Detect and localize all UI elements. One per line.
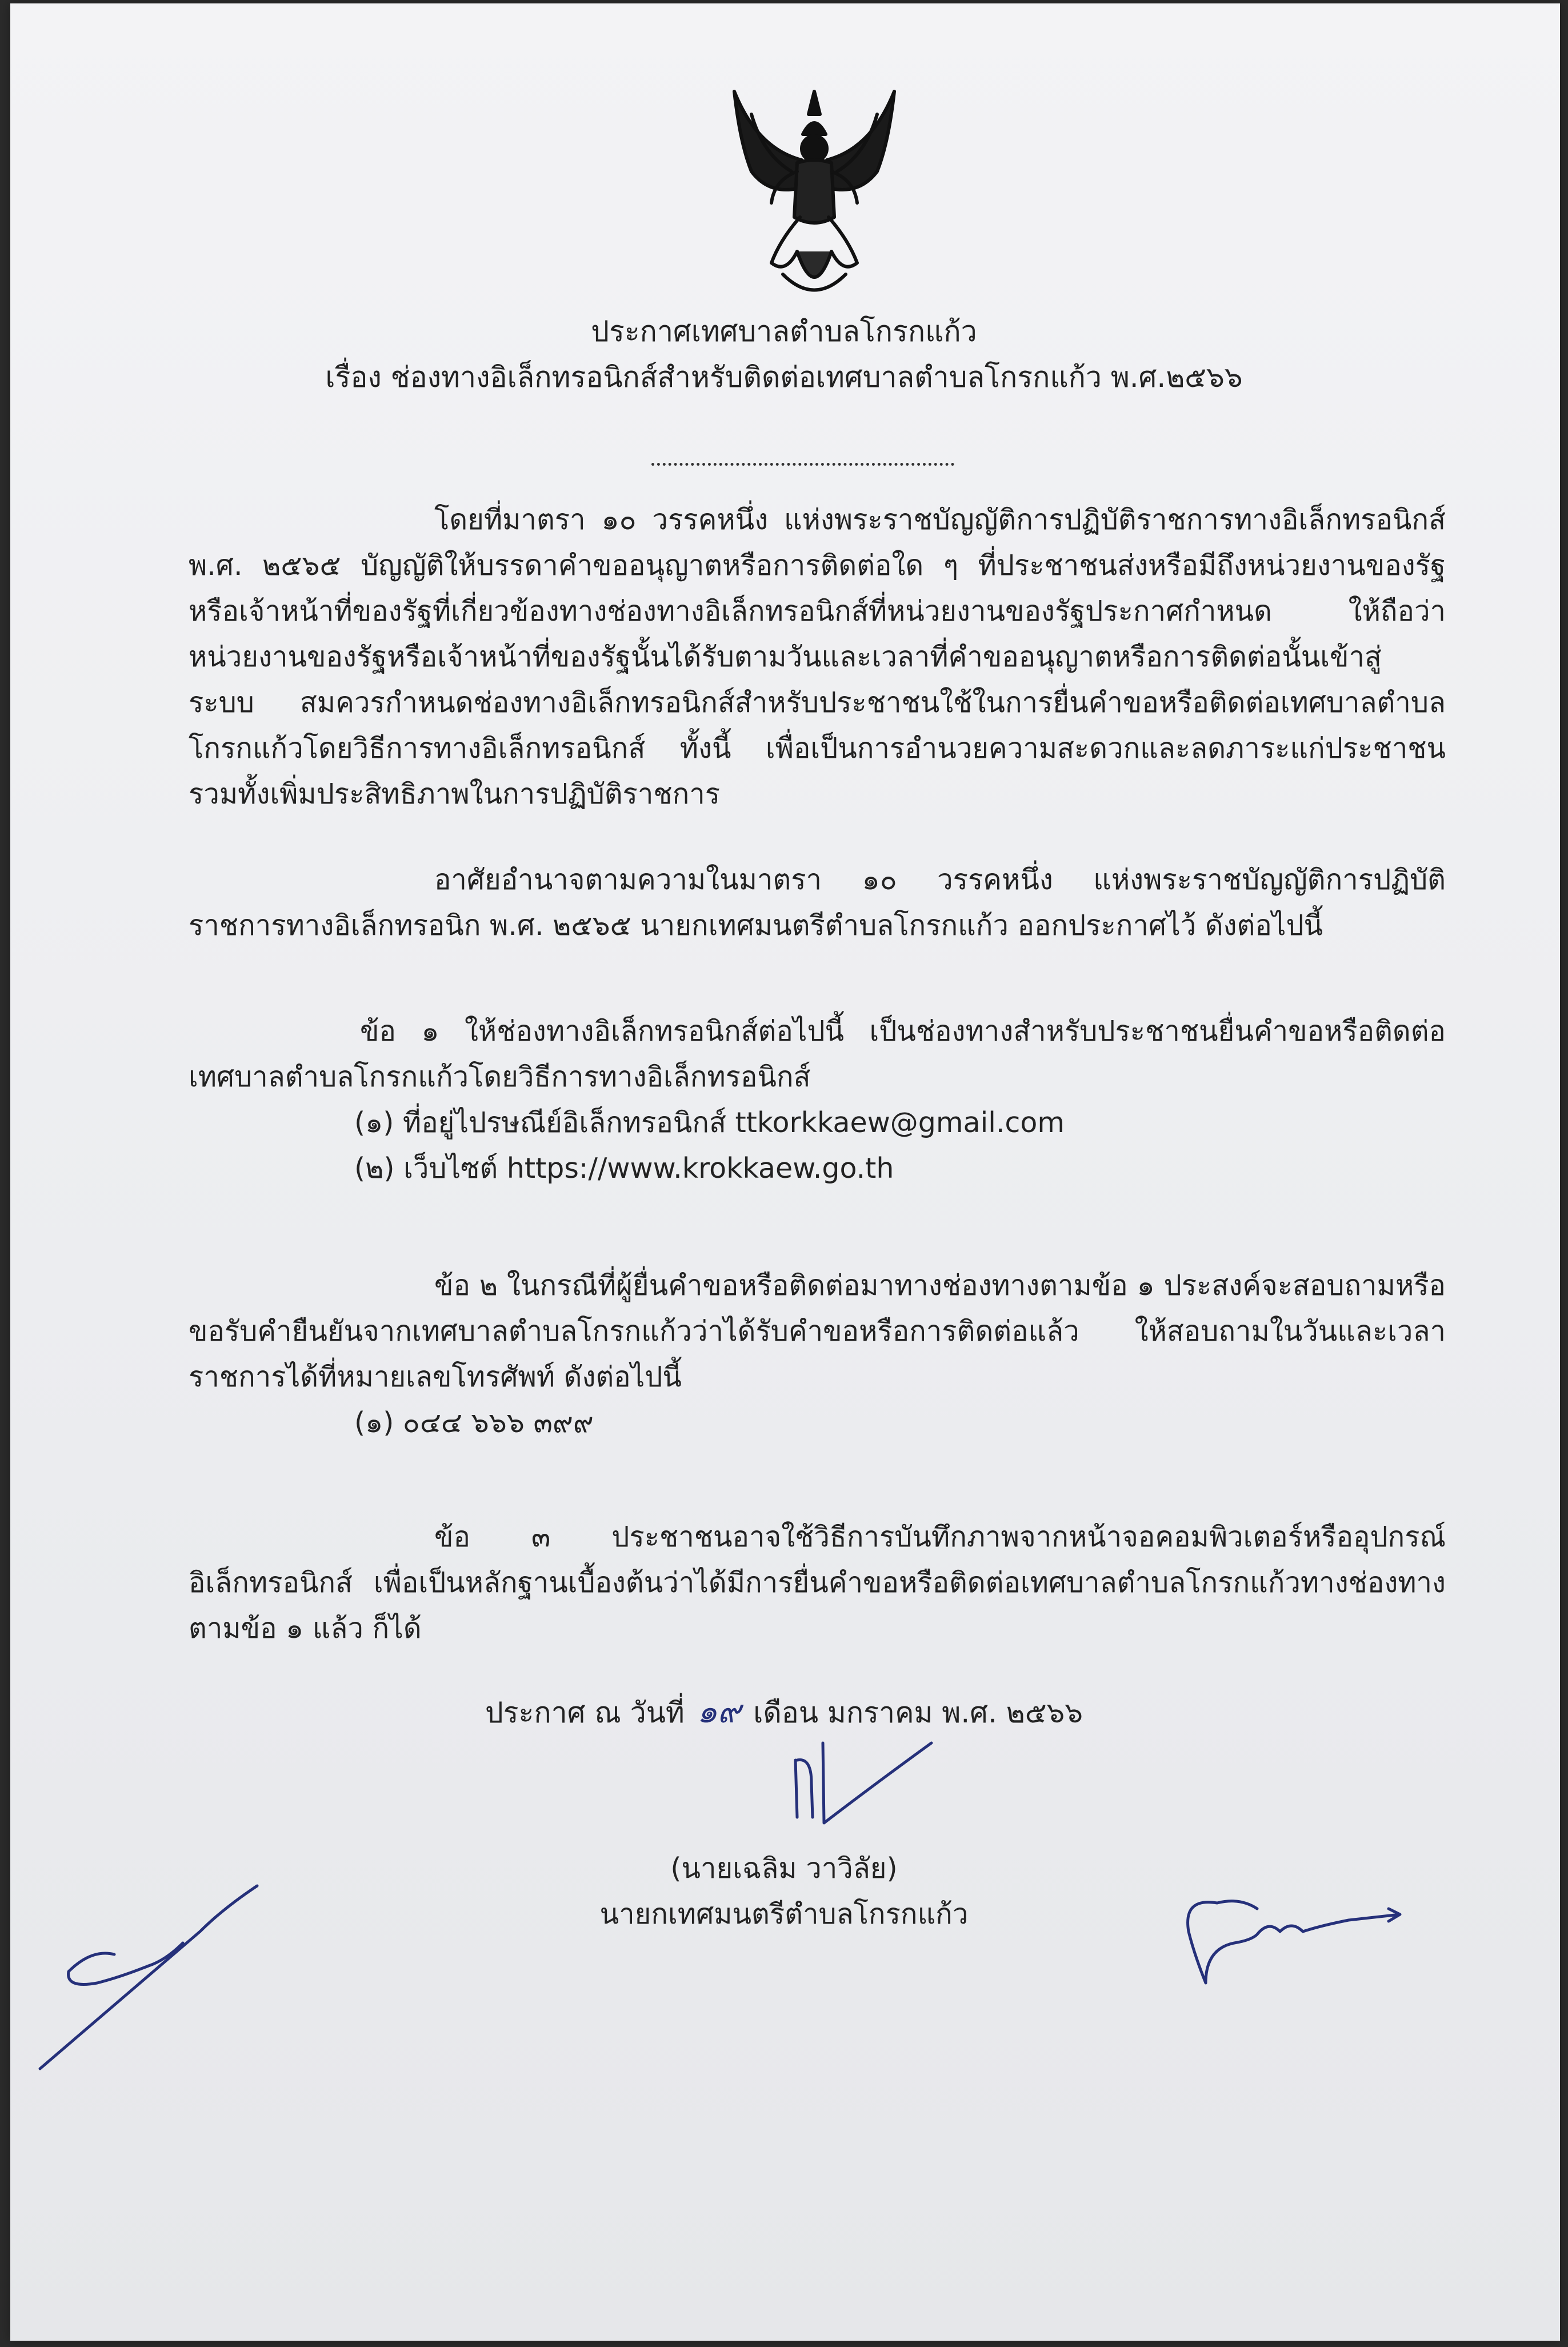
initials-right <box>1171 1880 1411 2006</box>
document-subject: เรื่อง ช่องทางอิเล็กทรอนิกส์สำหรับติดต่อเทศบาลตำบลโกรกแก้ว พ.ศ.๒๕๖๖ <box>325 361 1243 394</box>
paragraph-authority <box>189 857 1446 949</box>
signer-title: นายกเทศมนตรีตำบลโกรกแก้ว <box>599 1898 969 1930</box>
clause-1-item-website: (๒) เว็บไซต์ https://www.krokkaew.go.th <box>354 1152 894 1185</box>
document-title: ประกาศเทศบาลตำบลโกรกแก้ว <box>591 315 977 348</box>
initials-left <box>34 1874 274 2080</box>
clause-3-text: ข้อ ๓ ประชาชนอาจใช้วิธีการบันทึกภาพจากหน้าจอคอมพิวเตอร์หรืออุปกรณ์อิเล็กทรอนิกส์ เพื่อเป็นหลักฐานเบื้องต้นว่าได้มีการยื่นคำขอหรือติดต่อเทศบาลตำบลโกรกแก้วทางช่องทาง ตามข้อ ๑ แล้ว ก็ได้ <box>189 1521 1446 1645</box>
signer-name: (นายเฉลิม วาวิลัย) <box>670 1852 898 1885</box>
clause-1-item-email: (๑) ที่อยู่ไปรษณีย์อิเล็กทรอนิกส์ ttkorkkaew@gmail.com <box>354 1106 1065 1139</box>
authority-text: อาศัยอำนาจตามความในมาตรา ๑๐ วรรคหนึ่ง แห่งพระราชบัญญัติการปฏิบัติราชการทางอิเล็กทรอนิก พ.ศ. ๒๕๖๕ นายกเทศมนตรีตำบลโกรกแก้ว ออกประกาศไว้ ดังต่อไปนี้ <box>189 863 1446 942</box>
date-prefix: ประกาศ ณ วันที่ <box>485 1696 685 1729</box>
clause-1-text: ข้อ ๑ ให้ช่องทางอิเล็กทรอนิกส์ต่อไปนี้ เป็นช่องทางสำหรับประชาชนยื่นคำขอหรือติดต่อเทศบาลตำบลโกรกแก้วโดยวิธีการทางอิเล็กทรอนิกส์ <box>189 1015 1446 1093</box>
clause-2-text: ข้อ ๒ ในกรณีที่ผู้ยื่นคำขอหรือติดต่อมาทางช่องทางตามข้อ ๑ ประสงค์จะสอบถามหรือขอรับคำยืนยันจากเทศบาลตำบลโกรกแก้วว่าได้รับคำขอหรือการติดต่อแล้ว ให้สอบถามในวันและเวลาราชการได้ที่หมายเลขโทรศัพท์ ดังต่อไปนี้ <box>189 1269 1446 1393</box>
date-day-handwritten: ๑๙ <box>697 1693 741 1730</box>
clause-3 <box>189 1514 1446 1652</box>
garuda-emblem <box>717 80 911 309</box>
preamble-text: โดยที่มาตรา ๑๐ วรรคหนึ่ง แห่งพระราชบัญญัติการปฏิบัติราชการทางอิเล็กทรอนิกส์ พ.ศ. ๒๕๖๕ บัญญัติให้บรรดาคำขออนุญาตหรือการติดต่อใด ๆ ที่ประชาชนส่งหรือมีถึงหน่วยงานของรัฐ หรือเจ้าหน้าที่ของรัฐที่เกี่ยวข้องทางช่องทางอิเล็กทรอนิกส์ที่หน่วยงานของรัฐประกาศกำหนด ให้ถือว่าหน่วยงานของรัฐหรือเจ้าหน้าที่ของรัฐนั้นได้รับตามวันและเวลาที่คำขออนุญาตหรือการติดต่อนั้นเข้าสู่ระบบ สมควรกำหนดช่องทางอิเล็กทรอนิกส์สำหรับประชาชนใช้ในการยื่นคำขอหรือติดต่อเทศบาลตำบลโกรกแก้วโดยวิธีการทางอิเล็กทรอนิกส์ ทั้งนี้ เพื่อเป็นการอำนวยความสะดวกและลดภาระแก่ประชาชน รวมทั้งเพิ่มประสิทธิภาพในการปฏิบัติราชการ <box>189 503 1446 810</box>
mayor-signature <box>783 1726 943 1840</box>
separator-dots <box>651 463 954 466</box>
date-suffix: เดือน มกราคม พ.ศ. ๒๕๖๖ <box>753 1696 1083 1729</box>
paragraph-preamble <box>189 497 1446 817</box>
clause-2 <box>189 1263 1446 1446</box>
clause-2-item-phone: (๑) ๐๔๔ ๖๖๖ ๓๙๙ <box>354 1406 594 1439</box>
clause-1 <box>189 1009 1446 1192</box>
